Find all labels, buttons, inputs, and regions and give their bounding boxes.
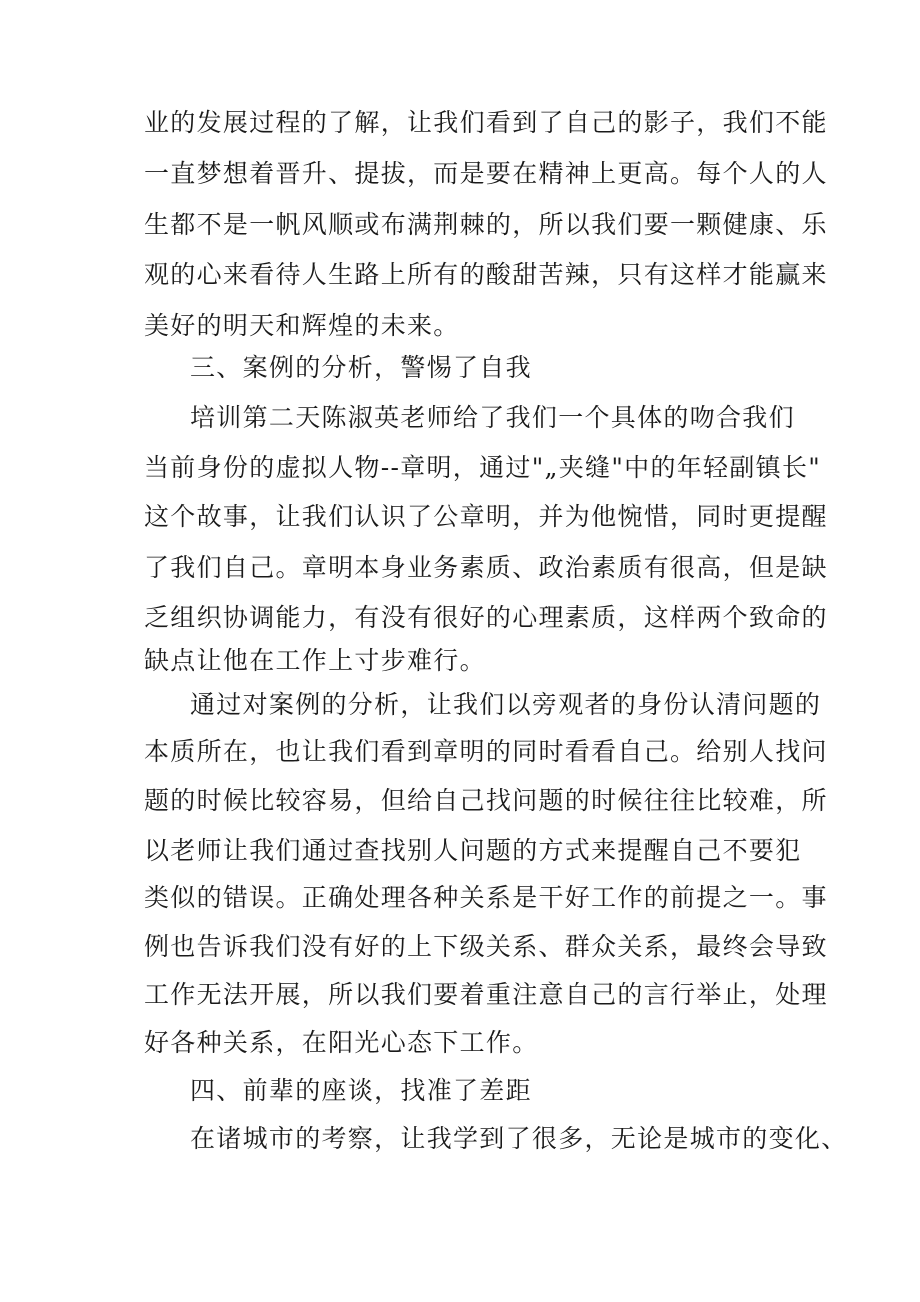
text-line: 了我们自己。章明本身业务素质、政治素质有很高，但是缺 [144, 553, 828, 582]
text-line: 题的时候比较容易，但给自己找问题的时候往往比较难，所 [144, 786, 828, 815]
text-line: 以老师让我们通过查找别人问题的方式来提醒自己不要犯 [144, 836, 802, 865]
section-heading: 三、案例的分析，警惕了自我 [190, 353, 532, 382]
text-line: 这个故事，让我们认识了公章明，并为他惋惜，同时更提醒 [144, 502, 828, 531]
text-line: 本质所在，也让我们看到章明的同时看看自己。给别人找问 [144, 737, 828, 766]
text-line: 培训第二天陈淑英老师给了我们一个具体的吻合我们 [190, 403, 795, 432]
text-line: 乏组织协调能力，有没有很好的心理素质，这样两个致命的 [144, 603, 828, 632]
text-line: 好各种关系，在阳光心态下工作。 [144, 1028, 539, 1057]
text-line: 通过对案例的分析，让我们以旁观者的身份认清问题的 [190, 690, 822, 719]
text-line: 缺点让他在工作上寸步难行。 [144, 646, 486, 675]
text-line: 一直梦想着晋升、提拔，而是要在精神上更高。每个人的人 [144, 159, 828, 188]
text-line: 生都不是一帆风顺或布满荆棘的，所以我们要一颗健康、乐 [144, 210, 828, 239]
text-line: 例也告诉我们没有好的上下级关系、群众关系，最终会导致 [144, 932, 828, 961]
text-line: 在诸城市的考察，让我学到了很多，无论是城市的变化、 [190, 1124, 848, 1153]
section-heading: 四、前辈的座谈，找准了差距 [190, 1076, 532, 1105]
text-line: 类似的错误。正确处理各种关系是干好工作的前提之一。事 [144, 883, 828, 912]
text-line: 工作无法开展，所以我们要着重注意自己的言行举止，处理 [144, 980, 828, 1009]
text-line: 美好的明天和辉煌的未来。 [144, 311, 460, 340]
text-line: 观的心来看待人生路上所有的酸甜苦辣，只有这样才能赢来 [144, 260, 828, 289]
text-line: 业的发展过程的了解，让我们看到了自己的影子，我们不能 [144, 108, 828, 137]
text-line: 当前身份的虚拟人物--章明，通过"„夹缝"中的年轻副镇长" [144, 453, 822, 482]
